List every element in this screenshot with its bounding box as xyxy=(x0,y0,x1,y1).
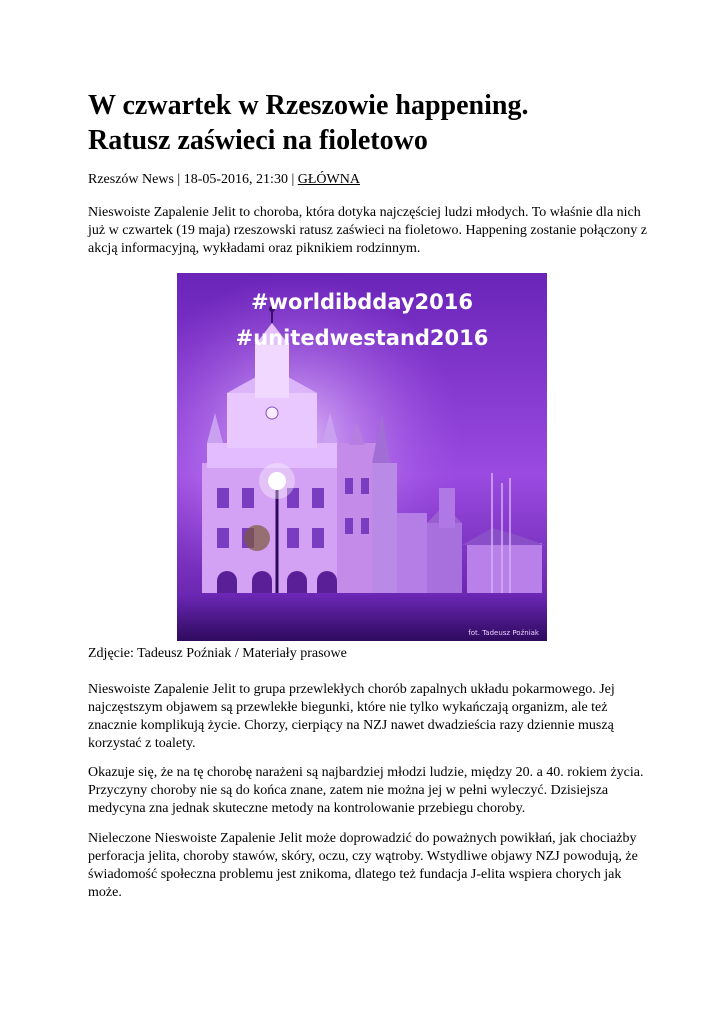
article-meta xyxy=(88,171,360,189)
lead-paragraph: Nieswoiste Zapalenie Jelit to choroba, która dotyka najczęściej ludzi młodych. To właśnie dla nich już w czwartek (19 maja) rzeszowski ratusz zaświeci na fioletowo. Happening zostanie połączony z akcją informacyjną, wykładami oraz piknikiem rodzinnym. xyxy=(88,205,647,256)
hashtag-unitedwestand: #unitedwestand2016 xyxy=(235,326,489,350)
hashtag-worldibdday: #worldibdday2016 xyxy=(251,290,473,314)
category-link[interactable]: GŁÓWNA xyxy=(297,172,360,187)
photo-caption: Zdjęcie: Tadeusz Poźniak / Materiały prasowe xyxy=(88,646,347,661)
title-line-2: Ratusz zaświeci na fioletowo xyxy=(88,125,428,156)
article-photo xyxy=(177,273,547,641)
body-paragraph-1: Nieswoiste Zapalenie Jelit to grupa przewlekłych chorób zapalnych układu pokarmowego. Jej najczęstszym objawem są przewlekłe biegunki, które nie tylko wykańczają organizm, ale też znacznie komplikują życie. Chorzy, cierpiący na NZJ nawet dwadzieścia razy dziennie muszą korzystać z toalety. xyxy=(88,682,615,751)
photo-credit: fot. Tadeusz Poźniak xyxy=(468,629,539,637)
body-paragraph-3: Nieleczone Nieswoiste Zapalenie Jelit może doprowadzić do poważnych powikłań, jak chociażby perforacja jelita, choroby stawów, skóry, oczu, czy wątroby. Wstydliwe objawy NZJ powodują, że świadomość społeczna problemu jest znikoma, dlatego też fundacja J-elita wspiera chorych jak może. xyxy=(88,831,638,900)
body-paragraph-2: Okazuje się, że na tę chorobę narażeni są najbardziej młodzi ludzie, między 20. a 40. rokiem życia. Przyczyny choroby nie są do końca znane, zatem nie można jej w pełni wyleczyć. Dzisiejsza medycyna zna jednak skuteczne metody na kontrolowanie przebiegu choroby. xyxy=(88,765,644,816)
article-title xyxy=(88,88,648,158)
meta-source-date: Rzeszów News | 18-05-2016, 21:30 | xyxy=(88,172,298,187)
title-line-1: W czwartek w Rzeszowie happening. xyxy=(88,90,529,121)
